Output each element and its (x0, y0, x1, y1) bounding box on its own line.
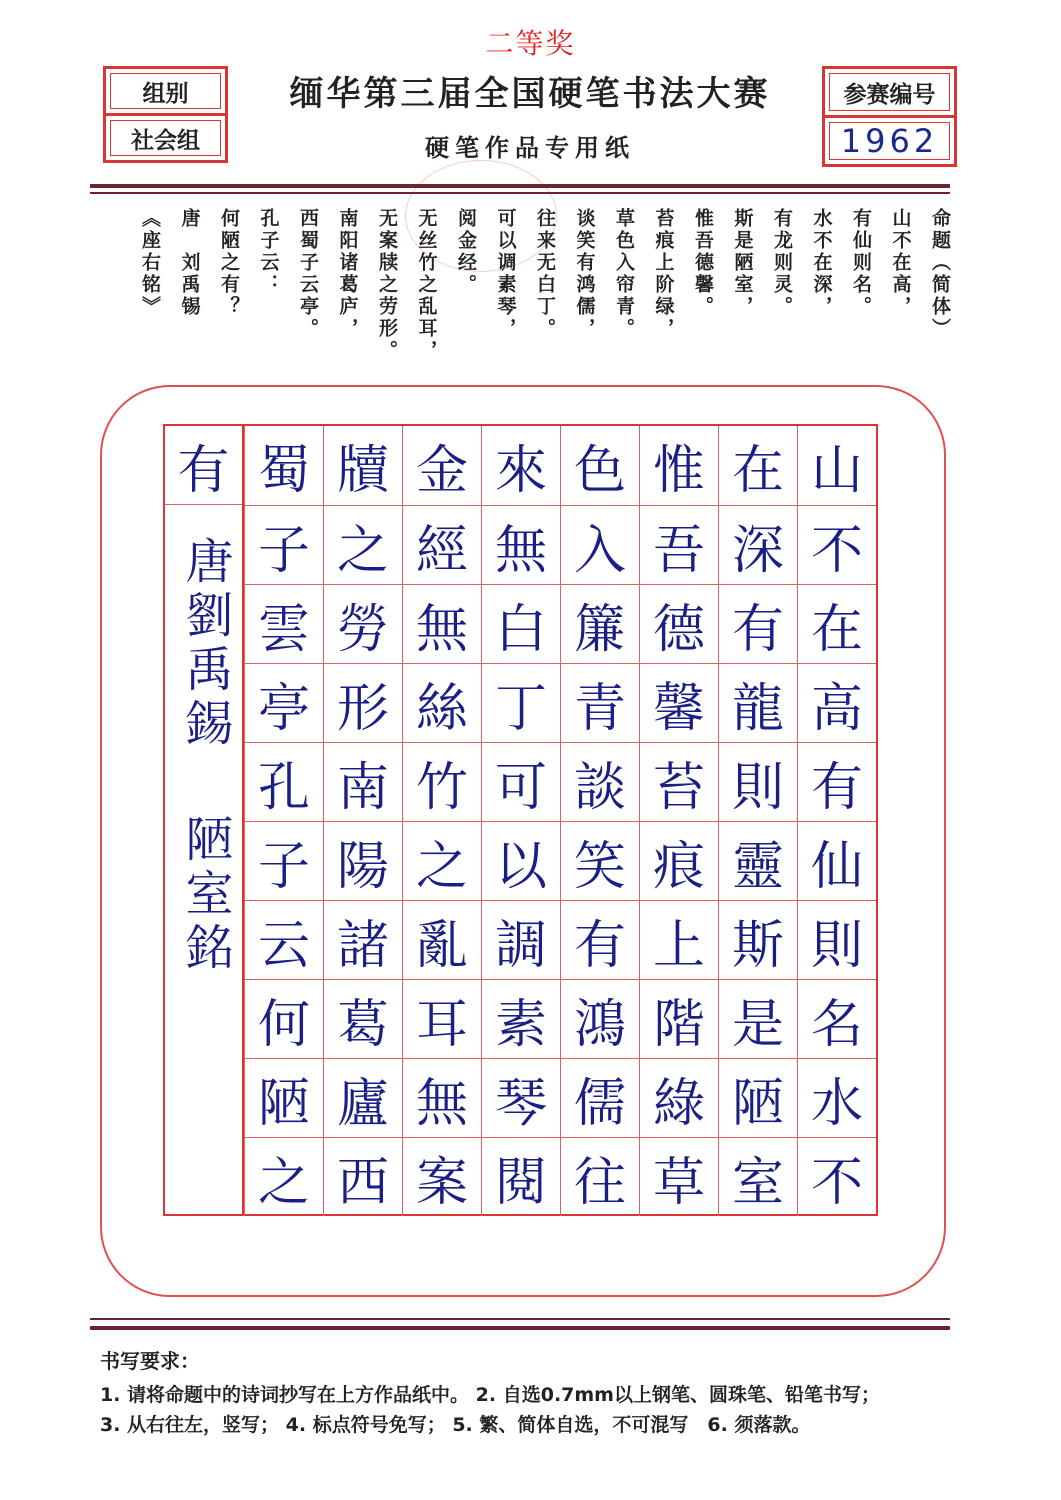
prompt-column: 无案牍之劳形。 (376, 208, 398, 362)
footer-rule-bottom (90, 1326, 950, 1330)
prompt-column: 斯是陋室， (731, 208, 754, 318)
signature-column (165, 426, 244, 1214)
grid-cell: 談 (560, 742, 639, 821)
grid-cell: 惟 (639, 426, 718, 505)
grid-cell: 陽 (323, 821, 402, 900)
grid-cell: 之 (244, 1137, 323, 1216)
grid-cell: 竹 (402, 742, 481, 821)
paper-subtitle: 硬笔作品专用纸 (425, 133, 635, 162)
grid-cell: 有 (797, 742, 876, 821)
prompt-column: 有龙则灵。 (771, 208, 793, 318)
grid-cell: 經 (402, 505, 481, 584)
grid-cell: 子 (244, 821, 323, 900)
grid-cell: 西 (323, 1137, 402, 1216)
prompt-column: 南阳诸葛庐， (336, 208, 359, 340)
grid-cell: 孔 (244, 742, 323, 821)
signature-text: 唐劉禹錫 陋室銘 (177, 536, 233, 976)
grid-cell: 山 (797, 426, 876, 505)
grid-cell: 調 (481, 900, 560, 979)
grid-cell: 素 (481, 979, 560, 1058)
grid-cell: 子 (244, 505, 323, 584)
grid-cell: 以 (481, 821, 560, 900)
grid-cell: 云 (244, 900, 323, 979)
grid-cell: 階 (639, 979, 718, 1058)
prompt-column: 唐 刘禹锡 (178, 208, 201, 318)
grid-cell: 無 (402, 584, 481, 663)
prompt-column: 苔痕上阶绿， (652, 208, 675, 340)
grid-cell: 是 (718, 979, 797, 1058)
prompt-column: 山不在高， (889, 208, 912, 318)
grid-cell: 耳 (402, 979, 481, 1058)
header-rule-top (90, 184, 950, 188)
prompt-column: 阅金经。 (455, 208, 477, 296)
grid-cell: 則 (797, 900, 876, 979)
grid-cell: 案 (402, 1137, 481, 1216)
grid-cell: 有 (718, 584, 797, 663)
entry-number-box (822, 115, 957, 167)
grid-cell: 痕 (639, 821, 718, 900)
grid-cell: 可 (481, 742, 560, 821)
grid-cell: 笑 (560, 821, 639, 900)
group-value-box (103, 113, 228, 163)
grid-cell: 苔 (639, 742, 718, 821)
grid-cell: 則 (718, 742, 797, 821)
grid-cell: 白 (481, 584, 560, 663)
grid-cell: 之 (402, 821, 481, 900)
prompt-column: 谈笑有鸿儒， (573, 208, 596, 340)
prompt-column: 水不在深， (810, 208, 833, 318)
prompt-column: 西蜀子云亭。 (297, 208, 319, 340)
grid-cell: 儒 (560, 1058, 639, 1137)
grid-cell: 鴻 (560, 979, 639, 1058)
contest-title: 缅华第三届全国硬笔书法大赛 (289, 74, 771, 114)
requirements-line-1: 1. 请将命题中的诗词抄写在上方作品纸中。 2. 自选0.7mm以上钢笔、圆珠笔、铅笔书写； (100, 1384, 880, 1406)
grid-cell: 雲 (244, 584, 323, 663)
grid-cell: 入 (560, 505, 639, 584)
grid-cell: 琴 (481, 1058, 560, 1137)
entry-number: 1962 (840, 122, 939, 160)
grid-cell: 形 (323, 663, 402, 742)
grid-cell: 無 (402, 1058, 481, 1137)
grid-cell: 來 (481, 426, 560, 505)
grid-cell: 不 (797, 1137, 876, 1216)
grid-cell: 牘 (323, 426, 402, 505)
award-label: 二等奖 (485, 27, 576, 60)
grid-cell: 南 (323, 742, 402, 821)
grid-cell: 龍 (718, 663, 797, 742)
grid-cell: 馨 (639, 663, 718, 742)
grid-cell: 深 (718, 505, 797, 584)
grid-cell: 丁 (481, 663, 560, 742)
grid-cell: 德 (639, 584, 718, 663)
grid-cell: 色 (560, 426, 639, 505)
grid-cell: 勞 (323, 584, 402, 663)
grid-cell: 青 (560, 663, 639, 742)
grid-cell: 靈 (718, 821, 797, 900)
grid-cell: 陋 (244, 1058, 323, 1137)
grid-cell: 廬 (323, 1058, 402, 1137)
grid-cell: 金 (402, 426, 481, 505)
grid-cell: 諸 (323, 900, 402, 979)
grid-cell: 名 (797, 979, 876, 1058)
footer-rule-top (90, 1318, 950, 1320)
prompt-column: 可以调素琴， (494, 208, 517, 340)
grid-cell: 蜀 (244, 426, 323, 505)
group-label: 组别 (142, 80, 189, 107)
grid-cell: 室 (718, 1137, 797, 1216)
grid-cell: 絲 (402, 663, 481, 742)
grid-cell: 在 (797, 584, 876, 663)
grid-cell: 上 (639, 900, 718, 979)
grid-cell: 陋 (718, 1058, 797, 1137)
grid-cell: 無 (481, 505, 560, 584)
grid-cell: 斯 (718, 900, 797, 979)
prompt-column: 往来无白丁。 (534, 208, 556, 340)
grid-cell: 簾 (560, 584, 639, 663)
grid-cell: 不 (797, 505, 876, 584)
grid-cell: 高 (797, 663, 876, 742)
grid-cell: 仙 (797, 821, 876, 900)
grid-cell: 吾 (639, 505, 718, 584)
grid-cell: 水 (797, 1058, 876, 1137)
grid-cell: 在 (718, 426, 797, 505)
prompt-column: 无丝竹之乱耳， (415, 208, 438, 362)
prompt-column: 何陋之有？ (218, 208, 240, 318)
grid-cell: 草 (639, 1137, 718, 1216)
entry-label-box (822, 66, 957, 118)
grid-cell: 亭 (244, 663, 323, 742)
prompt-column: 孔子云： (257, 208, 280, 296)
requirements-line-2: 3. 从右往左，竖写； 4. 标点符号免写； 5. 繁、简体自选，不可混写 6. 须落款。 (100, 1414, 811, 1436)
grid-cell: 之 (323, 505, 402, 584)
grid-cell: 亂 (402, 900, 481, 979)
requirements-title: 书写要求： (100, 1349, 200, 1373)
grid-cell: 何 (244, 979, 323, 1058)
grid-cell: 葛 (323, 979, 402, 1058)
header-rule-bottom (90, 192, 950, 194)
grid-cell: 有 (560, 900, 639, 979)
prompt-column: 草色入帘青。 (613, 208, 635, 340)
prompt-column: 惟吾德馨。 (692, 208, 714, 318)
prompt-column: 命题（简体） (929, 208, 951, 340)
grid-cell: 閱 (481, 1137, 560, 1216)
grid-cell: 綠 (639, 1058, 718, 1137)
prompt-column: 《座右铭》 (139, 208, 161, 318)
group-value: 社会组 (131, 127, 200, 154)
entry-label: 参赛编号 (843, 81, 936, 108)
group-label-box (103, 66, 228, 116)
prompt-column: 有仙则名。 (850, 208, 872, 318)
signature-top-char: 有 (165, 426, 242, 505)
grid-cell: 往 (560, 1137, 639, 1216)
writing-grid (163, 424, 878, 1216)
